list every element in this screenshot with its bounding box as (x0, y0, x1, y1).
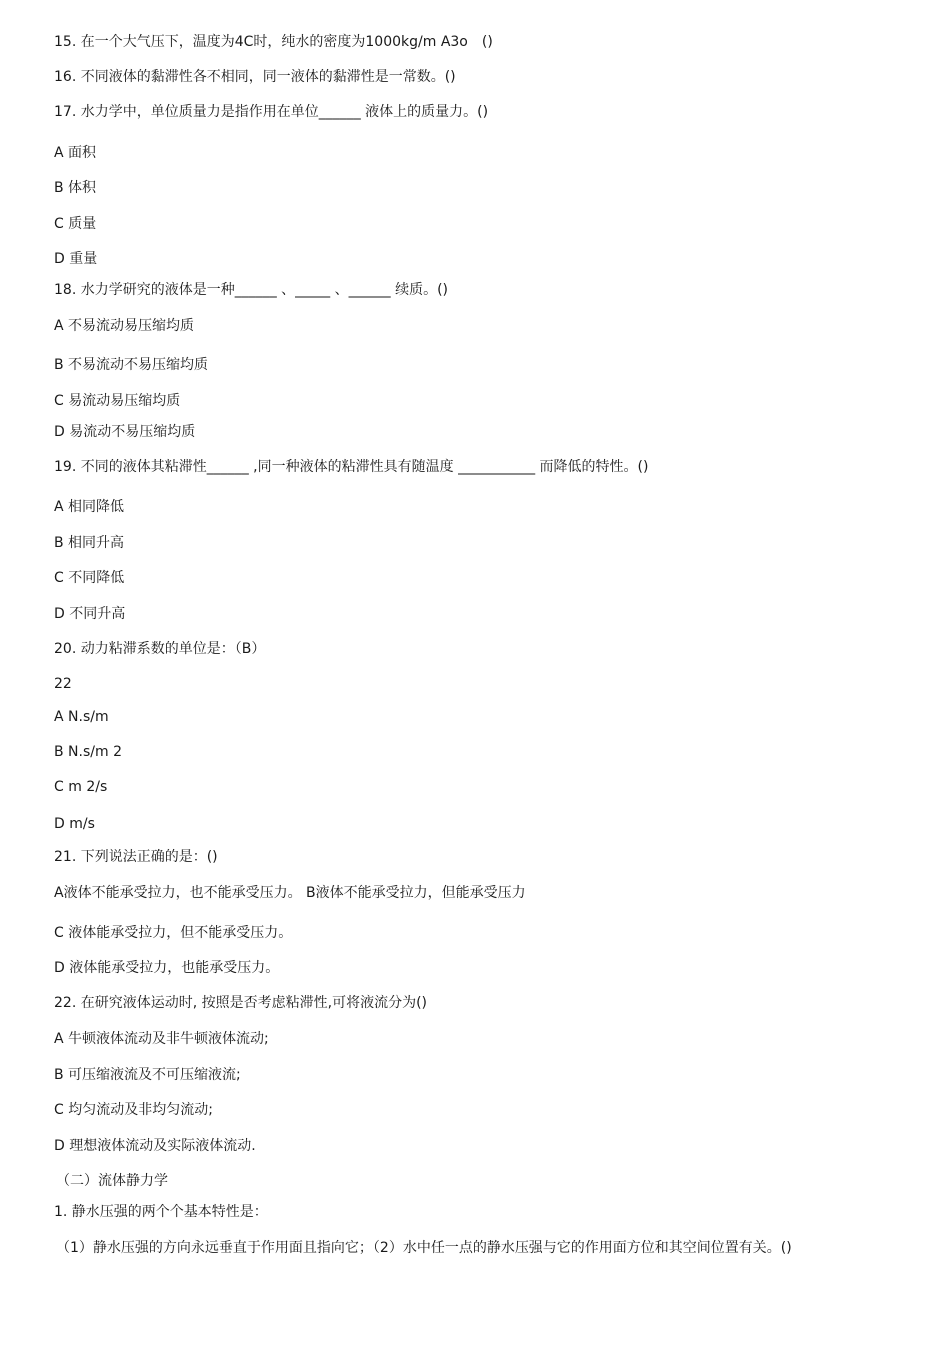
question-17: 17. 水力学中，单位质量力是指作用在单位______ 液体上的质量力。() (54, 104, 489, 120)
q18-option-b: B 不易流动不易压缩均质 (54, 357, 209, 373)
q21-option-d: D 液体能承受拉力，也能承受压力。 (54, 960, 280, 976)
q17-option-b: B 体积 (54, 180, 97, 196)
question-21: 21. 下列说法正确的是：() (54, 849, 218, 865)
q22-option-a: A 牛顿液体流动及非牛顿液体流动; (54, 1031, 269, 1047)
q17-option-c: C 质量 (54, 216, 97, 232)
q21-options-ab: A液体不能承受拉力，也不能承受压力。 B液体不能承受拉力，但能承受压力 (54, 885, 526, 901)
question-18: 18. 水力学研究的液体是一种______ 、_____ 、______ 续质。() (54, 282, 448, 298)
statics-question-1: 1. 静水压强的两个个基本特性是： (54, 1204, 268, 1220)
q19-option-c: C 不同降低 (54, 570, 125, 586)
q18-option-a: A 不易流动易压缩均质 (54, 318, 195, 334)
statics-question-1-statement: （1）静水压强的方向永远垂直于作用面且指向它；（2）水中任一点的静水压强与它的作用面方位和其空间位置有关。() (56, 1240, 792, 1256)
q20-option-d: D m/s (54, 816, 95, 832)
q20-option-c: C m 2/s (54, 779, 108, 795)
q17-option-a: A 面积 (54, 145, 97, 161)
q19-option-d: D 不同升高 (54, 606, 126, 622)
question-16: 16. 不同液体的黏滞性各不相同，同一液体的黏滞性是一常数。() (54, 69, 456, 85)
q17-option-d: D 重量 (54, 251, 98, 267)
section-heading-fluid-statics: （二）流体静力学 (56, 1173, 168, 1189)
q22-option-d: D 理想液体流动及实际液体流动. (54, 1138, 256, 1154)
q19-option-b: B 相同升高 (54, 535, 125, 551)
q18-option-c: C 易流动易压缩均质 (54, 393, 181, 409)
q19-option-a: A 相同降低 (54, 499, 125, 515)
q21-option-c: C 液体能承受拉力，但不能承受压力。 (54, 925, 293, 941)
q22-option-c: C 均匀流动及非均匀流动; (54, 1102, 213, 1118)
question-19: 19. 不同的液体其粘滞性______ ,同一种液体的粘滞性具有随温度 ___________ 而降低的特性。() (54, 459, 649, 475)
q22-option-b: B 可压缩液流及不可压缩液流; (54, 1067, 241, 1083)
q18-option-d: D 易流动不易压缩均质 (54, 424, 196, 440)
q20-option-a: A N.s/m (54, 709, 109, 725)
question-22: 22. 在研究液体运动时, 按照是否考虑粘滞性,可将液流分为() (54, 995, 427, 1011)
question-20: 20. 动力粘滞系数的单位是：（B） (54, 641, 266, 657)
q20-option-b: B N.s/m 2 (54, 744, 122, 760)
question-15: 15. 在一个大气压下，温度为4C时，纯水的密度为1000kg/m A3o () (54, 34, 493, 50)
q20-note: 22 (54, 676, 72, 692)
